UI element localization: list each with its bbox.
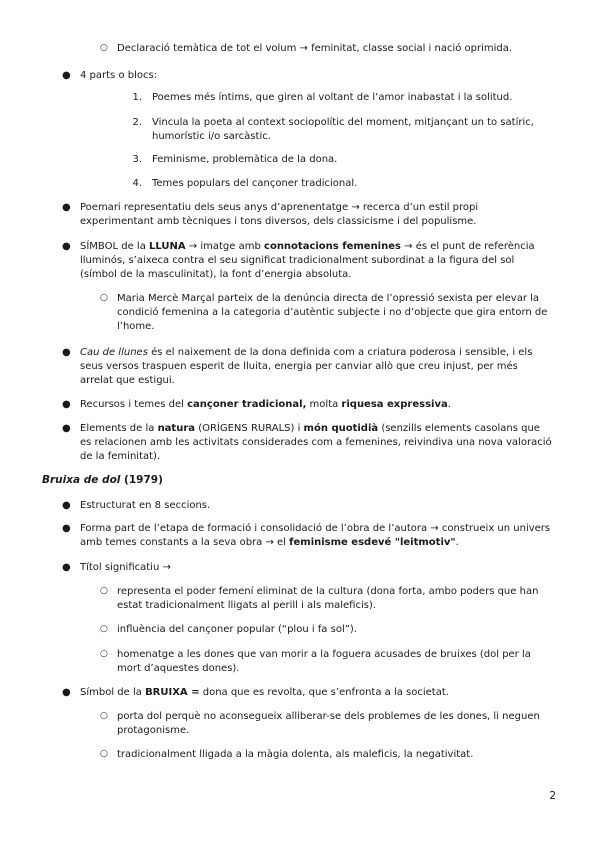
list-number: 3. xyxy=(132,154,142,165)
text-line: Vincula la poeta al context sociopolític del moment, mitjançant un to satíric, xyxy=(152,117,534,128)
list-number: 4. xyxy=(132,178,142,189)
bullet-icon: ● xyxy=(62,562,71,573)
bullet-icon: ● xyxy=(62,70,71,81)
bullet-icon: ● xyxy=(62,202,71,213)
text-line: de la feminitat). xyxy=(80,451,161,462)
text-line: amb temes constants a la seva obra → el feminisme esdevé "leitmotiv". xyxy=(80,537,459,548)
text-line: (símbol de la masculinitat), la font d’energia absoluta. xyxy=(80,269,352,280)
bullet-icon: ● xyxy=(62,399,71,410)
text-line: estat tradicionalment lligats al perill i als maleficis). xyxy=(117,600,377,611)
text-line: Elements de la natura (ORÍGENS RURALS) i món quotidià (senzills elements casolans que xyxy=(80,423,540,434)
bullet-icon: ● xyxy=(62,500,71,511)
bullet-icon: ● xyxy=(62,347,71,358)
text-line: tradicionalment lligada a la màgia dolenta, als maleficis, la negativitat. xyxy=(117,749,474,760)
text-line: Temes populars del cançoner tradicional. xyxy=(152,178,358,189)
text-line: Poemes més íntims, que giren al voltant de l’amor inabastat i la solitud. xyxy=(152,92,513,103)
text-line: Feminisme, problemàtica de la dona. xyxy=(152,154,338,165)
text-line: es relacionen amb les activitats considerades com a femenines, reivindiva una nova valoració xyxy=(80,437,552,448)
circle-bullet-icon: ○ xyxy=(100,624,108,634)
text-line: Recursos i temes del cançoner tradicional, molta riquesa expressiva. xyxy=(80,399,451,410)
circle-bullet-icon: ○ xyxy=(100,649,108,659)
text-line: representa el poder femení eliminat de la cultura (dona forta, ambo poders que han xyxy=(117,586,539,597)
bullet-icon: ● xyxy=(62,241,71,252)
circle-bullet-icon: ○ xyxy=(100,711,108,721)
text-line: Símbol de la BRUIXA = dona que es revolta, que s’enfronta a la societat. xyxy=(80,687,449,698)
text-line: l’home. xyxy=(117,321,155,332)
text-line: SÍMBOL de la LLUNA → imatge amb connotacions femenines → és el punt de referència xyxy=(80,241,535,252)
page-number: 2 xyxy=(549,790,556,802)
list-number: 1. xyxy=(132,92,142,103)
text-line: Poemari representatiu dels seus anys d’aprenentatge → recerca d’un estil propi xyxy=(80,202,479,213)
text-line: Estructurat en 8 seccions. xyxy=(80,500,211,511)
text-line: seus versos traspuen esperit de lluita, energia per canviar allò que creu injust, per més xyxy=(80,361,518,372)
circle-bullet-icon: ○ xyxy=(100,293,108,303)
text-line: homenatge a les dones que van morir a la foguera acusades de bruixes (dol per la xyxy=(117,649,531,660)
text-line: Cau de llunes és el naixement de la dona definida com a criatura poderosa i sensible, i els xyxy=(80,347,533,358)
circle-bullet-icon: ○ xyxy=(100,749,108,759)
circle-bullet-icon: ○ xyxy=(100,586,108,596)
text-line: condició femenina a la categoria d’autèntic subjecte i no d’objecte que gira entorn de xyxy=(117,307,548,318)
text-line: humorístic i/o sarcàstic. xyxy=(152,131,271,142)
text-line: mort d’aquestes dones). xyxy=(117,663,240,674)
circle-bullet-icon: ○ xyxy=(100,43,108,53)
text-line: Maria Mercè Marçal parteix de la denúncia directa de l’opressió sexista per elevar la xyxy=(117,293,540,304)
text-line: porta dol perquè no aconsegueix alliberar-se dels problemes de les dones, li neguen xyxy=(117,711,540,722)
bullet-icon: ● xyxy=(62,687,71,698)
text-line: arrelat que estigui. xyxy=(80,375,175,386)
text-line: Forma part de l’etapa de formació i consolidació de l’obra de l’autora → construeix un univers xyxy=(80,523,551,534)
bullet-icon: ● xyxy=(62,523,71,534)
text-line: influència del cançoner popular (“plou i fa sol”). xyxy=(117,624,357,635)
text-line: Declaració temàtica de tot el volum → feminitat, classe social i nació oprimida. xyxy=(117,43,513,54)
bullet-icon: ● xyxy=(62,423,71,434)
text-line: Títol significatiu → xyxy=(80,562,171,573)
text-line: 4 parts o blocs: xyxy=(80,70,158,81)
text-line: experimentant amb tècniques i tons diversos, dels classicisme i del populisme. xyxy=(80,216,477,227)
text-line: protagonisme. xyxy=(117,725,190,736)
section-heading: Bruixa de dol (1979) xyxy=(42,474,163,486)
list-number: 2. xyxy=(132,117,142,128)
text-line: lluminós, s’aixeca contra el seu significat tradicionalment subordinat a la figura del sol xyxy=(80,255,515,266)
